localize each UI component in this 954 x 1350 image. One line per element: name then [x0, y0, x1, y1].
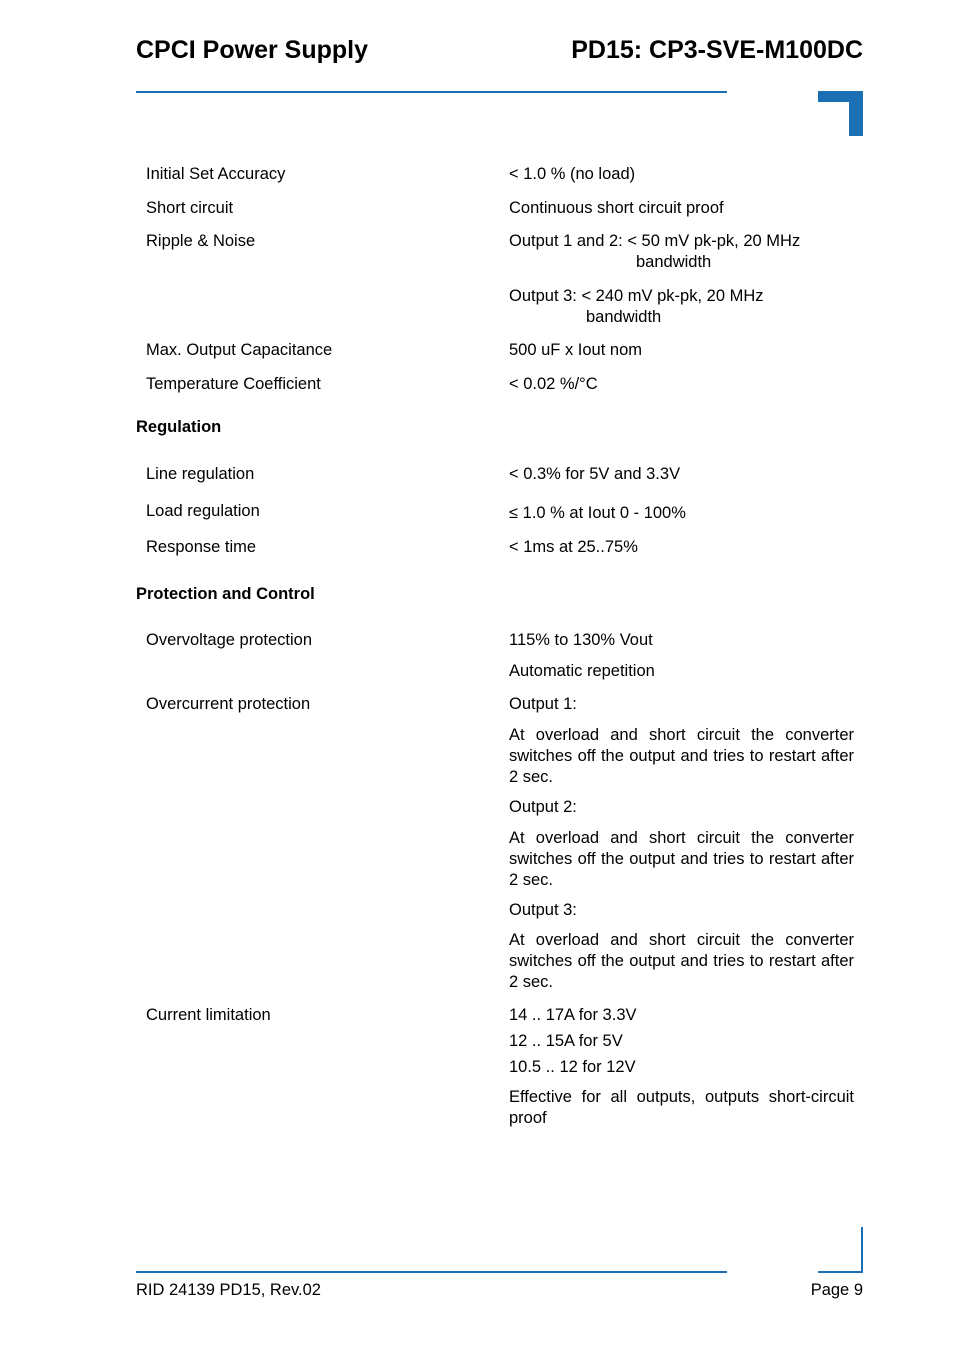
value-ripple-noise-out3: [509, 286, 854, 328]
value-current-limit-12v: 10.5 .. 12 for 12V: [509, 1058, 636, 1076]
value-response-time: < 1ms at 25..75%: [509, 538, 638, 556]
footer-corner-mark: [818, 1271, 863, 1273]
value-overcurrent-output2-text: At overload and short circuit the converter switches off the output and tries to restart after 2 sec.: [509, 829, 854, 889]
value-overcurrent-output2-label: Output 2:: [509, 798, 577, 816]
section-heading-protection: Protection and Control: [136, 585, 315, 603]
footer-page-number: Page 9: [810, 1281, 863, 1299]
value-load-regulation: ≤ 1.0 % at Iout 0 - 100%: [509, 504, 686, 522]
header-rule: [136, 91, 727, 93]
value-overcurrent-output1-label: Output 1:: [509, 695, 577, 713]
footer-document-id: RID 24139 PD15, Rev.02: [136, 1281, 321, 1299]
label-ripple-noise: Ripple & Noise: [146, 232, 256, 250]
ripple-out12-line1: Output 1 and 2: < 50 mV pk-pk, 20 MHz: [509, 232, 801, 250]
ripple-out3-line2: bandwidth: [586, 308, 662, 326]
footer-corner-mark-vertical: [861, 1227, 863, 1273]
value-overcurrent-output3-text: At overload and short circuit the converter switches off the output and tries to restart after 2 sec.: [509, 931, 854, 991]
value-overvoltage-range: 115% to 130% Vout: [509, 631, 653, 649]
header-corner-mark-vertical: [849, 91, 863, 136]
label-current-limitation: Current limitation: [146, 1006, 271, 1024]
value-overvoltage-repetition: Automatic repetition: [509, 662, 655, 680]
value-initial-set-accuracy: < 1.0 % (no load): [509, 165, 636, 183]
value-current-limit-3v3: 14 .. 17A for 3.3V: [509, 1006, 637, 1024]
label-overvoltage-protection: Overvoltage protection: [146, 631, 313, 649]
label-load-regulation: Load regulation: [146, 502, 260, 520]
label-max-output-capacitance: Max. Output Capacitance: [146, 341, 333, 359]
label-short-circuit: Short circuit: [146, 199, 234, 217]
value-current-limit-5v: 12 .. 15A for 5V: [509, 1032, 623, 1050]
value-short-circuit: Continuous short circuit proof: [509, 199, 724, 217]
value-overcurrent-output3-label: Output 3:: [509, 901, 577, 919]
value-max-output-capacitance: 500 uF x Iout nom: [509, 341, 642, 359]
section-heading-regulation: Regulation: [136, 418, 222, 436]
value-temperature-coefficient: < 0.02 %/°C: [509, 375, 598, 393]
ripple-out12-line2: bandwidth: [636, 253, 712, 271]
label-initial-set-accuracy: Initial Set Accuracy: [146, 165, 286, 183]
value-current-limit-note: Effective for all outputs, outputs short-circuit proof: [509, 1088, 854, 1127]
footer-rule: [136, 1271, 727, 1273]
label-temperature-coefficient: Temperature Coefficient: [146, 375, 321, 393]
value-ripple-noise-out12: [509, 231, 854, 273]
label-line-regulation: Line regulation: [146, 465, 255, 483]
header-title-left: CPCI Power Supply: [136, 36, 368, 64]
label-overcurrent-protection: Overcurrent protection: [146, 695, 311, 713]
ripple-out3-line1: Output 3: < 240 mV pk-pk, 20 MHz: [509, 287, 764, 305]
label-response-time: Response time: [146, 538, 257, 556]
value-overcurrent-output1-text: At overload and short circuit the converter switches off the output and tries to restart after 2 sec.: [509, 726, 854, 786]
header-title-right: PD15: CP3-SVE-M100DC: [571, 36, 863, 64]
value-line-regulation: < 0.3% for 5V and 3.3V: [509, 465, 681, 483]
